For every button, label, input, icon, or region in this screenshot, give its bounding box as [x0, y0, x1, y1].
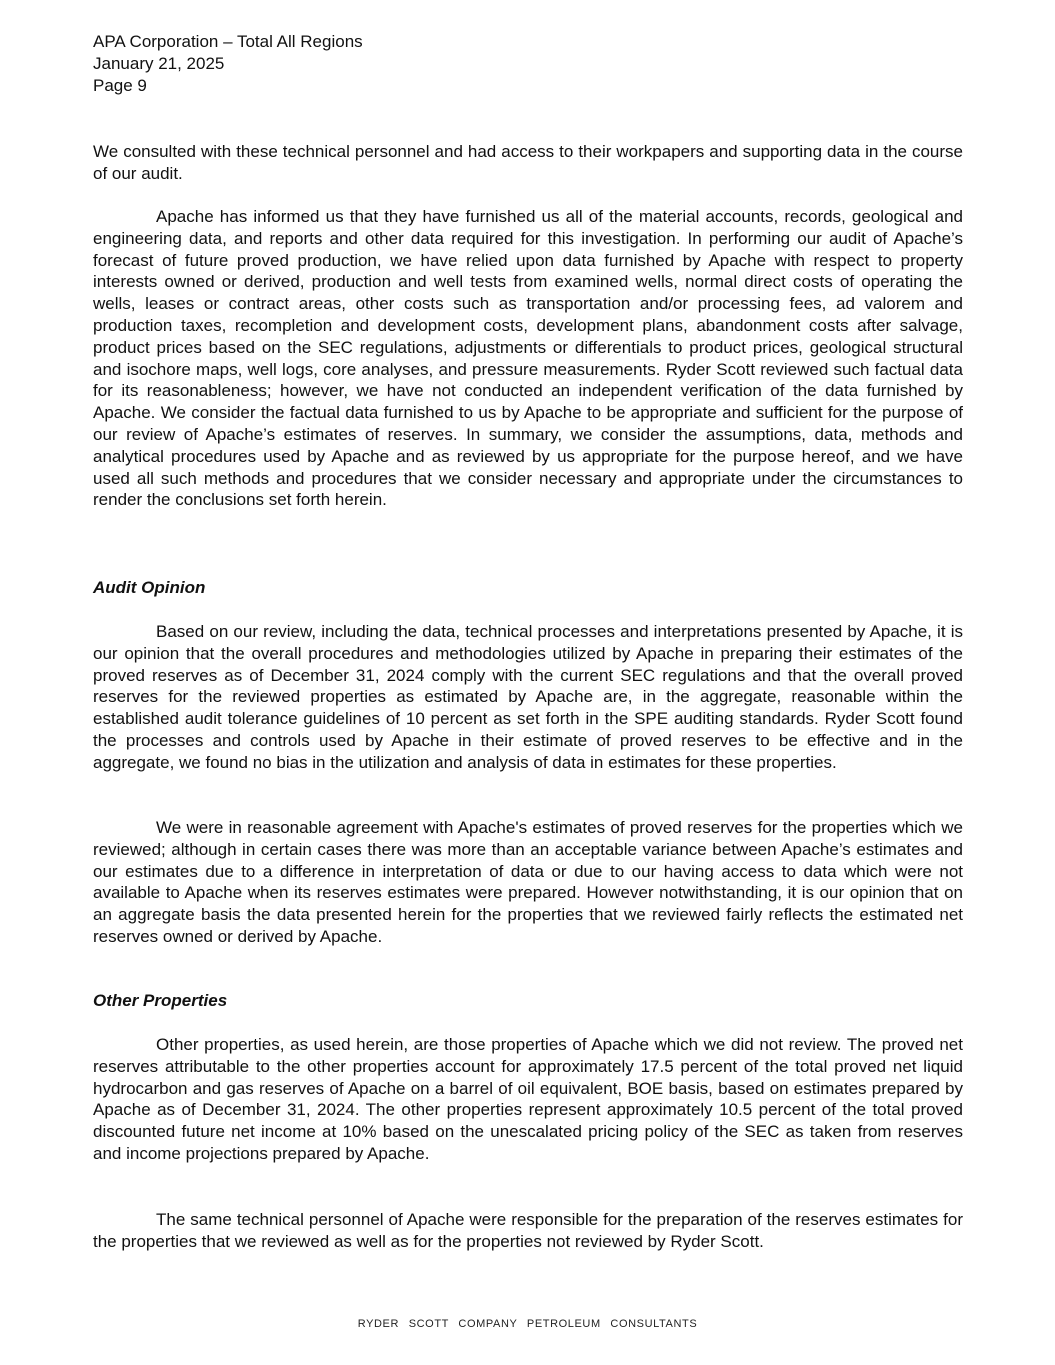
paragraph-technical-personnel: The same technical personnel of Apache were responsible for the preparation of the reserves estimates for the properties that we reviewed as well as for the properties not reviewed by Ryder Scott. [93, 1210, 963, 1251]
paragraph-data-furnished: Apache has informed us that they have furnished us all of the material accounts, records, geological and engineering data, and reports and other data required for this investigation. In performing our audit of Apache’s forecast of future proved production, we have relied upon data furnished by Apache with respect to property interests owned or derived, production and well tests from examined wells, normal direct costs of operating the wells, leases or contract areas, other costs such as transportation and/or processing fees, ad valorem and production taxes, recompletion and development costs, development plans, abandonment costs after salvage, product prices based on the SEC regulations, adjustments or differentials to product prices, geological structural and isochore maps, well logs, core analyses, and pressure measurements. Ryder Scott reviewed such factual data for its reasonableness; however, we have not conducted an independent verification of the data furnished by Apache. We consider the factual data furnished to us by Apache to be appropriate and sufficient for the purpose of our review of Apache’s estimates of reserves. In summary, we consider the assumptions, data, methods and analytical procedures used by Apache and as reviewed by us appropriate for the purpose hereof, and we have used all such methods and procedures that we consider necessary and appropriate under the circumstances to render the conclusions set forth herein. [93, 207, 963, 510]
header-company: APA Corporation – Total All Regions [93, 32, 363, 51]
heading-other-properties: Other Properties [93, 991, 228, 1010]
paragraph-audit-opinion: Based on our review, including the data, technical processes and interpretations presented by Apache, it is our opinion that the overall procedures and methodologies utilized by Apache in preparing their estimates of the proved reserves as of December 31, 2024 comply with the current SEC regulations and that the overall proved reserves for the reviewed properties as estimated by Apache are, in the aggregate, reasonable within the established audit tolerance guidelines of 10 percent as set forth in the SPE auditing standards. Ryder Scott found the processes and controls used by Apache in their estimate of proved reserves to be effective and in the aggregate, we found no bias in the utilization and analysis of data in estimates for these properties. [93, 622, 963, 772]
paragraph-agreement: We were in reasonable agreement with Apache's estimates of proved reserves for the properties which we reviewed; although in certain cases there was more than an acceptable variance between Apache’s estimates and our estimates due to a difference in interpretation of data or due to our having access to data which were not available to Apache when its reserves estimates were prepared. However notwithstanding, it is our opinion that on an aggregate basis the data presented herein for the properties that we reviewed fairly reflects the estimated net reserves owned or derived by Apache. [93, 818, 963, 946]
heading-audit-opinion: Audit Opinion [93, 578, 206, 597]
paragraph-other-properties: Other properties, as used herein, are those properties of Apache which we did not review. The proved net reserves attributable to the other properties account for approximately 17.5 percent of the total proved net liquid hydrocarbon and gas reserves of Apache on a barrel of oil equivalent, BOE basis, based on estimates prepared by Apache as of December 31, 2024. The other properties represent approximately 10.5 percent of the total proved discounted future net income at 10% based on the unescalated pricing policy of the SEC as taken from reserves and income projections prepared by Apache. [93, 1035, 963, 1163]
header-page-number: Page 9 [93, 76, 147, 95]
header-date: January 21, 2025 [93, 54, 225, 73]
page-footer: RYDER SCOTT COMPANY PETROLEUM CONSULTANTS [357, 1318, 698, 1330]
page-header [93, 31, 963, 97]
paragraph-consulted: We consulted with these technical personnel and had access to their workpapers and supporting data in the course of our audit. [93, 142, 963, 183]
